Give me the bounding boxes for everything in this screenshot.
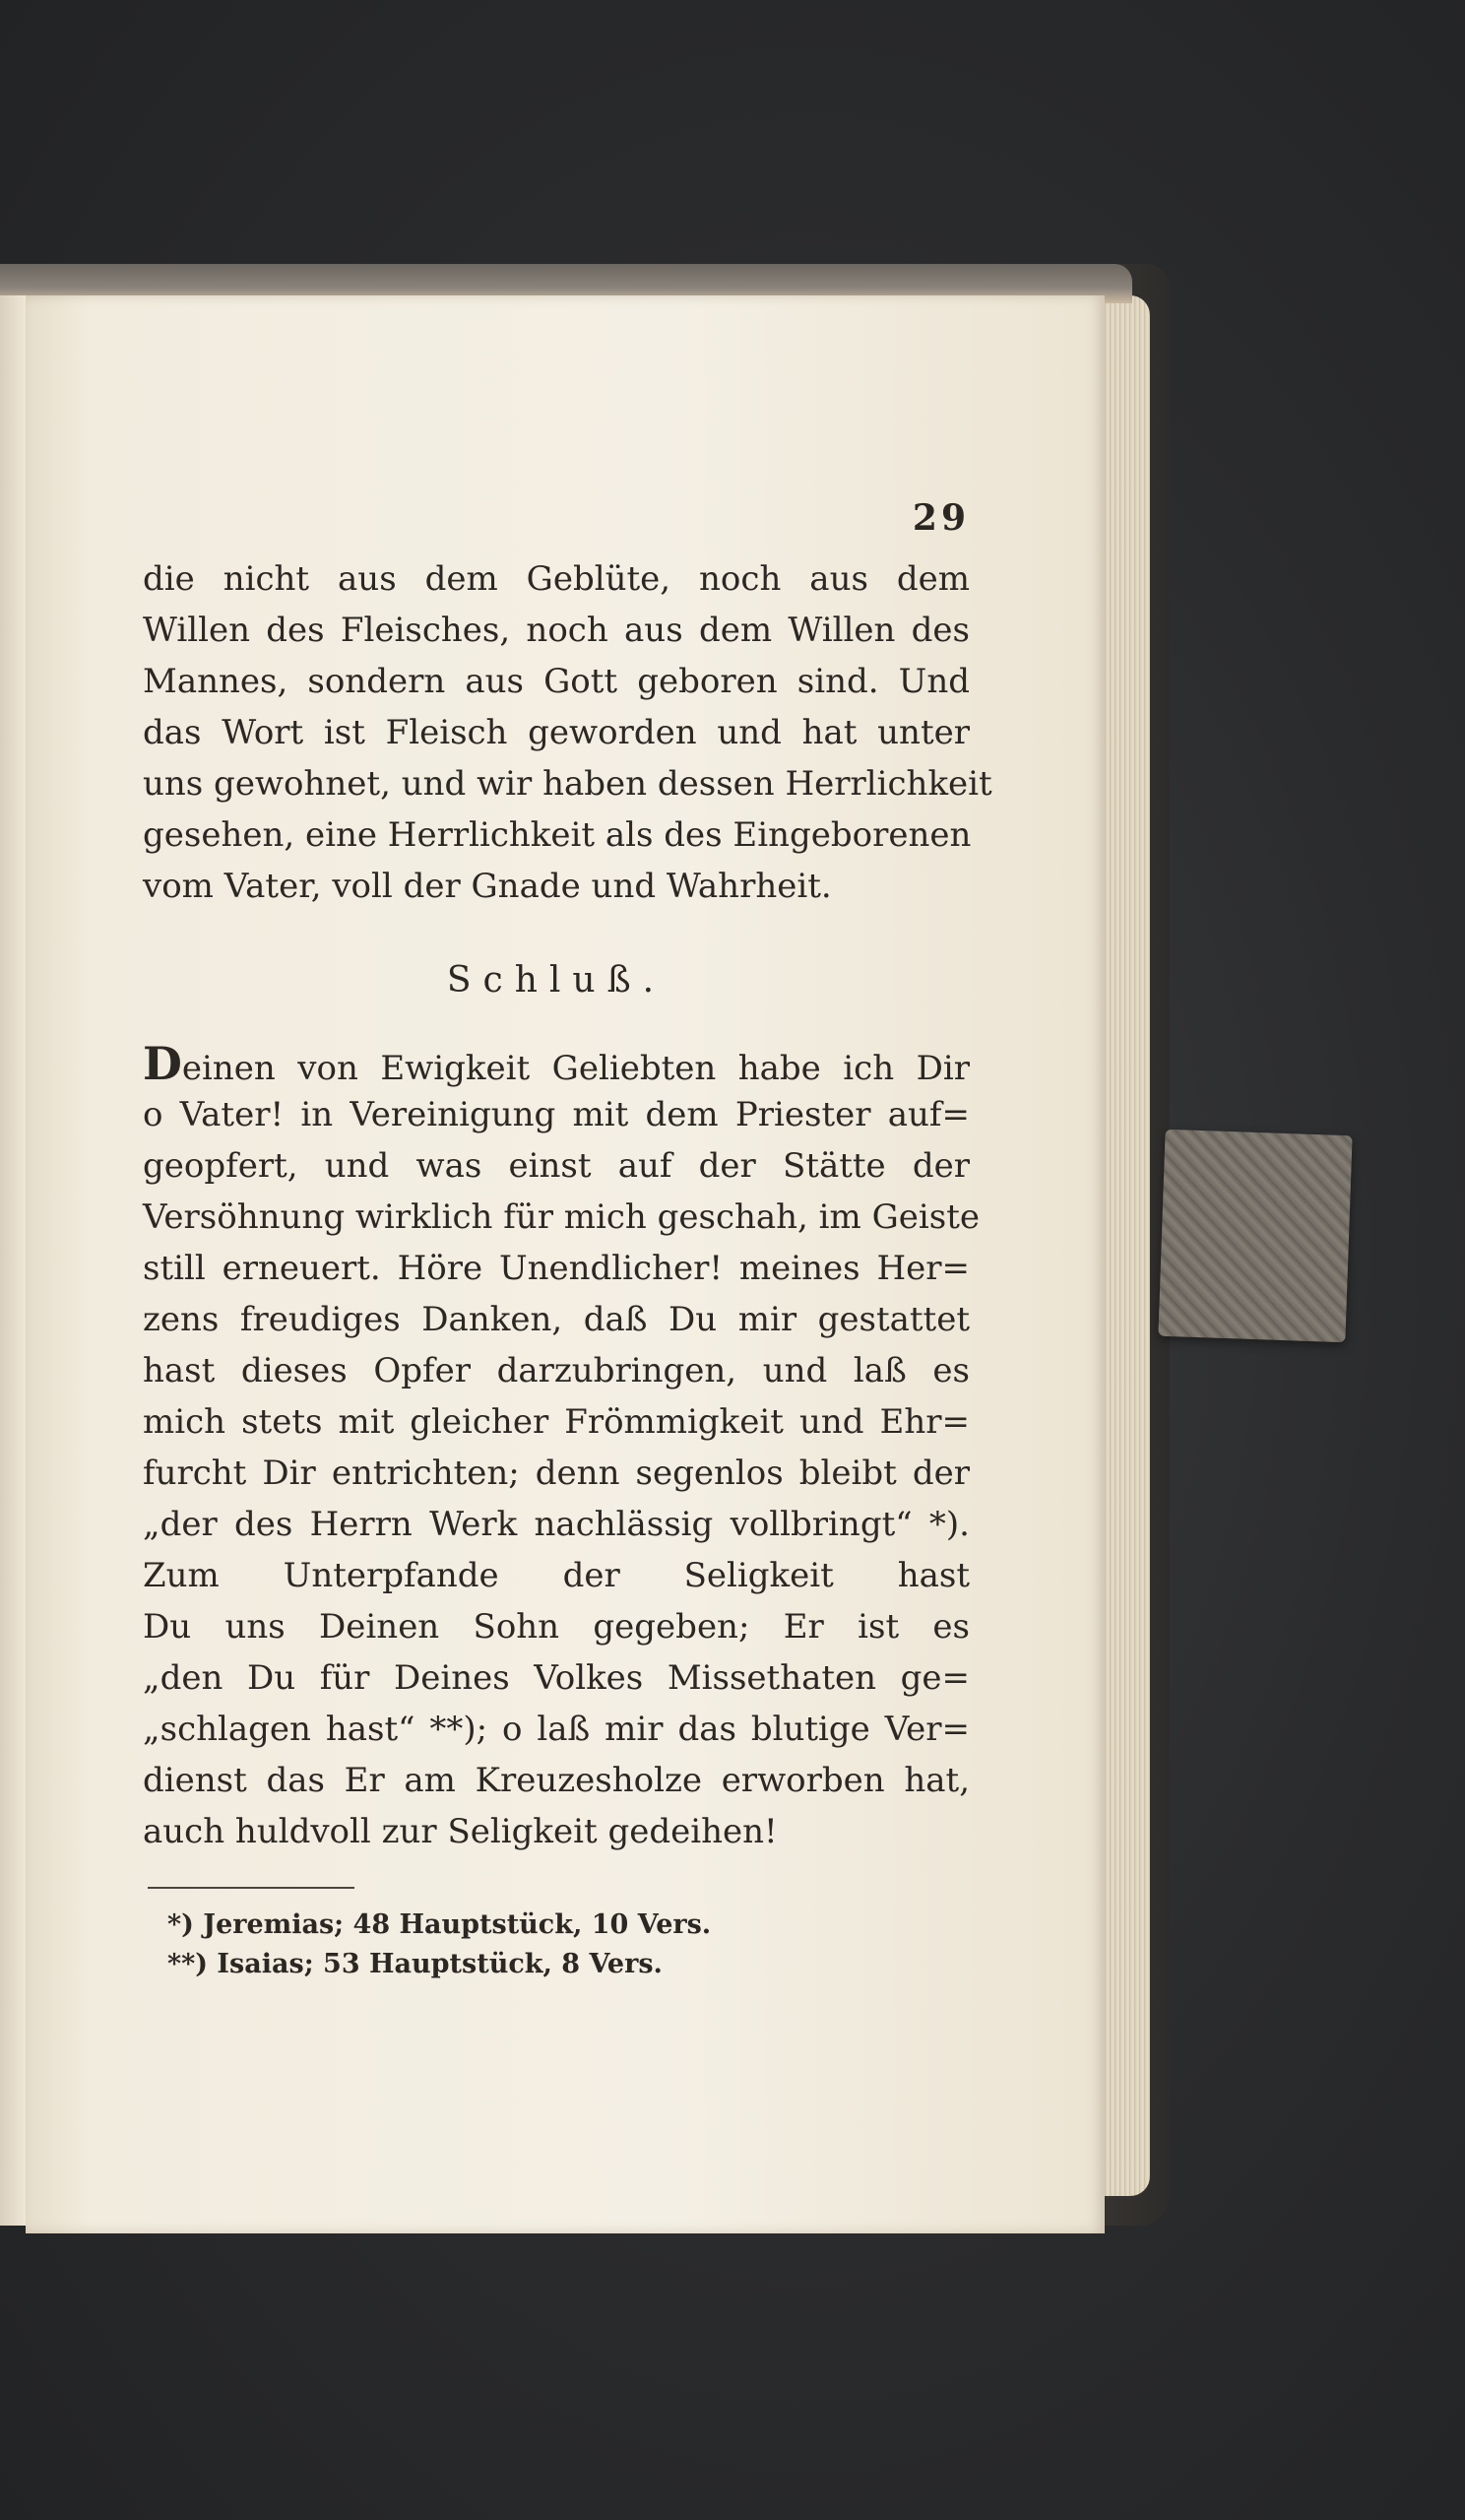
left-page-edge [0, 295, 26, 2226]
text-line: still erneuert. Höre Unendlicher! meines Her= [143, 1249, 970, 1288]
text-line: „schlagen hast“ **); o laß mir das blutige Ver= [143, 1710, 970, 1749]
text-line: Mannes, sondern aus Gott geboren sind. Und [143, 662, 970, 701]
text-line: auch huldvoll zur Seligkeit gedeihen! [143, 1812, 778, 1851]
text-line: dienst das Er am Kreuzesholze erworben hat, [143, 1761, 970, 1800]
paragraph-2 [143, 1037, 980, 1858]
paragraph-1 [143, 553, 992, 912]
text-line: „der des Herrn Werk nachlässig vollbringt“ *). [143, 1505, 970, 1544]
text-line: Versöhnung wirklich für mich geschah, im Geiste [143, 1197, 980, 1237]
text-line: geopfert, und was einst auf der Stätte der [143, 1146, 970, 1186]
text-line: mich stets mit gleicher Frömmigkeit und Ehr= [143, 1402, 970, 1442]
text-line: Willen des Fleisches, noch aus dem Willen des [143, 611, 970, 650]
text-line [143, 1039, 970, 1090]
text-line: das Wort ist Fleisch geworden und hat unter [143, 713, 970, 752]
section-heading: Schluß. [446, 960, 667, 1001]
text-line: gesehen, eine Herrlichkeit als des Eingeborenen [143, 815, 972, 855]
text-line: Du uns Deinen Sohn gegeben; Er ist es [143, 1607, 970, 1647]
text-line: die nicht aus dem Geblüte, noch aus dem [143, 559, 970, 599]
footnote: **) Isaias; 53 Hauptstück, 8 Vers. [167, 1949, 663, 1979]
bookmark-ribbon [1158, 1130, 1352, 1343]
text-line: „den Du für Deines Volkes Missethaten ge= [143, 1658, 970, 1698]
text-line: furcht Dir entrichten; denn segenlos bleibt der [143, 1454, 970, 1493]
footnote-divider [148, 1887, 354, 1889]
text-line: uns gewohnet, und wir haben dessen Herrlichkeit [143, 764, 992, 804]
text-line: vom Vater, voll der Gnade und Wahrheit. [143, 867, 832, 906]
text-line-rest: einen von Ewigkeit Geliebten habe ich Dir [181, 1049, 970, 1088]
footnotes [167, 1906, 955, 1984]
text-line: o Vater! in Vereinigung mit dem Priester auf= [143, 1095, 970, 1134]
page-number: 29 [912, 497, 970, 539]
drop-cap: D [143, 1037, 182, 1090]
text-line: hast dieses Opfer darzubringen, und laß es [143, 1351, 970, 1390]
footnote: *) Jeremias; 48 Hauptstück, 10 Vers. [167, 1909, 712, 1940]
text-line: Zum Unterpfande der Seligkeit hast [143, 1556, 970, 1595]
text-line: zens freudiges Danken, daß Du mir gestattet [143, 1300, 970, 1339]
